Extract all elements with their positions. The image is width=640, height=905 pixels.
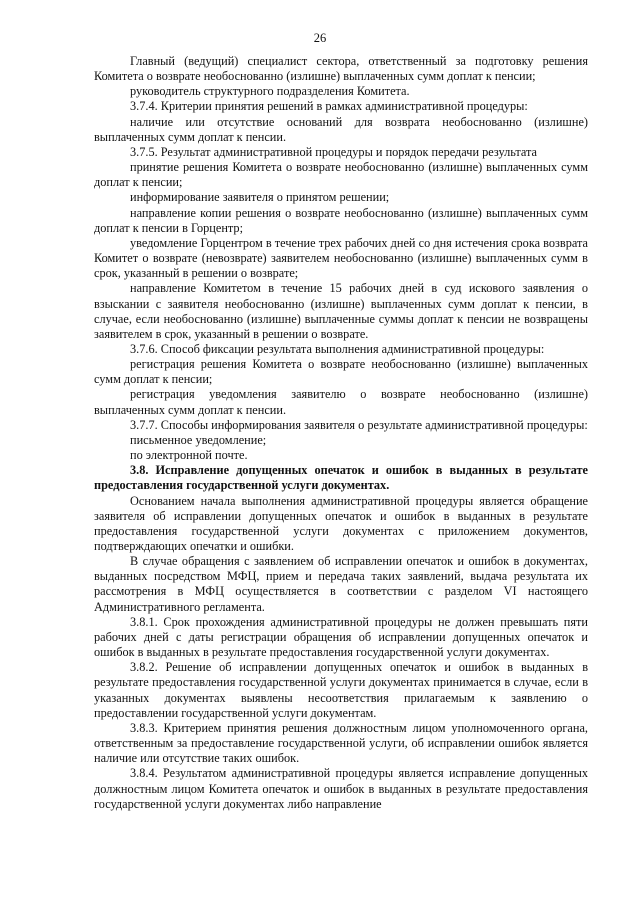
paragraph-copy-to-gorcentr: направление копии решения о возврате необоснованно (излишне) выплаченных сумм доплат к пенсии в Горцентр;: [94, 205, 588, 235]
paragraph-3-8-4: 3.8.4. Результатом административной процедуры является исправление допущенных должностным лицом Комитета опечаток и ошибок в выданных в результате предоставления государственной услуги документах либо направление: [94, 766, 588, 811]
paragraph-court-claim: направление Комитетом в течение 15 рабочих дней в суд искового заявления о взыскании с заявителя необоснованно (излишне) выплаченных сумм доплат к пенсии, в случае, если необоснованно (излишне) выплаченные суммы доплат к пенсии не возвращены заявителем в срок, указанный в решении о возврате.: [94, 281, 588, 341]
paragraph-3-8-2: 3.8.2. Решение об исправлении допущенных опечаток и ошибок в выданных в результате предоставления государственной услуги документах принимается в случае, если в указанных документах выявлены несоответствия прилагаемым к заявлению о предоставлении государственной услуги документам.: [94, 660, 588, 720]
paragraph-3-7-4: 3.7.4. Критерии принятия решений в рамках административной процедуры:: [130, 99, 528, 114]
paragraph-registration-notice: регистрация уведомления заявителю о возврате необоснованно (излишне) выплаченных сумм доплат к пенсии.: [94, 387, 588, 417]
paragraph-3-7-6: 3.7.6. Способ фиксации результата выполнения административной процедуры:: [130, 341, 545, 356]
paragraph-registration-decision: регистрация решения Комитета о возврате необоснованно (излишне) выплаченных сумм доплат к пенсии;: [94, 357, 588, 387]
paragraph-informing: информирование заявителя о принятом решении;: [130, 190, 390, 205]
paragraph-basis: Основанием начала выполнения административной процедуры является обращение заявителя об исправлении допущенных опечаток и ошибок в выданных в результате предоставления государственной услуги документах с приложением документов, подтверждающих опечатки и ошибки.: [94, 493, 588, 553]
paragraph-criteria: наличие или отсутствие оснований для возврата необоснованно (излишне) выплаченных сумм доплат к пенсии.: [94, 114, 588, 144]
document-body: [94, 54, 588, 812]
paragraph-unit-head: руководитель структурного подразделения Комитета.: [130, 84, 410, 99]
paragraph-email: по электронной почте.: [130, 448, 248, 463]
paragraph-3-7-7: 3.7.7. Способы информирования заявителя о результате административной процедуры:: [130, 417, 588, 432]
page-number: 26: [313, 31, 327, 45]
paragraph-3-7-5: 3.7.5. Результат административной процедуры и порядок передачи результата: [130, 144, 537, 159]
paragraph-written-notice: письменное уведомление;: [130, 432, 267, 447]
paragraph-3-8-1: 3.8.1. Срок прохождения административной процедуры не должен превышать пяти рабочих дней с даты регистрации обращения об исправлении допущенных опечаток и ошибок в выданных в результате предоставления государственной услуги документах.: [94, 614, 588, 660]
paragraph-gorcentr-notice: уведомление Горцентром в течение трех рабочих дней со дня истечения срока возврата Комитет о возврате (невозврате) заявителем необоснованно (излишне) выплаченных сумм в срок, указанный в решении о возврате;: [94, 235, 588, 281]
paragraph-3-8-3: 3.8.3. Критерием принятия решения должностным лицом уполномоченного органа, ответственным за предоставление государственной услуги, об исправлении ошибок является наличие или отсутствие таких ошибок.: [94, 720, 588, 766]
section-heading-3-8: 3.8. Исправление допущенных опечаток и ошибок в выданных в результате предоставления государственной услуги документах.: [94, 463, 588, 493]
paragraph-mfc: В случае обращения с заявлением об исправлении опечаток и ошибок в документах, выданных посредством МФЦ, прием и передача таких заявлений, выдача результата их рассмотрения в МФЦ осуществляется в соответствии с разделом VI настоящего Административного регламента.: [94, 554, 588, 614]
paragraph-decision: принятие решения Комитета о возврате необоснованно (излишне) выплаченных сумм доплат к пенсии;: [94, 160, 588, 190]
paragraph-responsible-specialist: Главный (ведущий) специалист сектора, ответственный за подготовку решения Комитета о возврате необоснованно (излишне) выплаченных сумм доплат к пенсии;: [94, 54, 588, 84]
